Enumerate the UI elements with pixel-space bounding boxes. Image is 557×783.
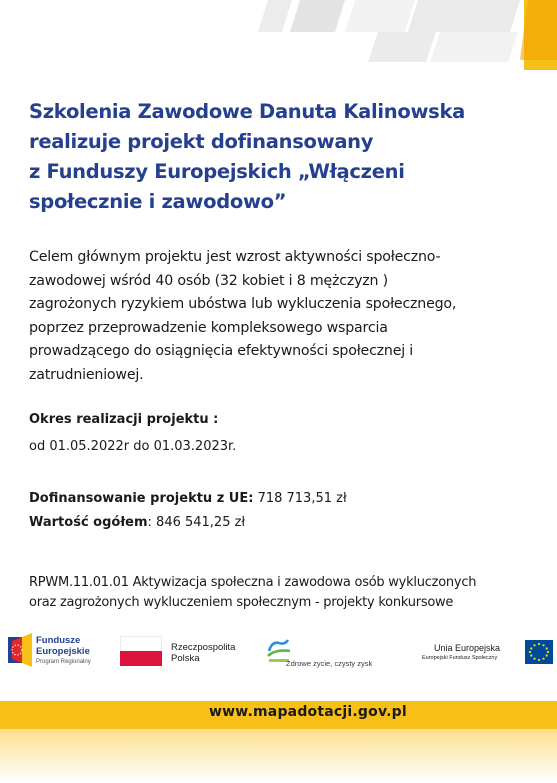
total-value: : 846 541,25 zł — [147, 515, 246, 530]
warmia-mazury-logo — [266, 625, 406, 675]
title-line: z Funduszy Europejskich „Włączeni — [29, 160, 405, 183]
project-title — [29, 97, 529, 217]
header-decoration — [0, 0, 557, 90]
description-line: zatrudnieniowej. — [29, 366, 144, 383]
fe-line3: Program Regionalny — [36, 659, 91, 665]
logos-strip — [0, 625, 557, 675]
footer-url[interactable]: www.mapadotacji.gov.pl — [209, 704, 407, 720]
description-line: prowadzącego do osiągnięcia efektywności społecznej i — [29, 343, 414, 360]
eu-flag-icon — [525, 640, 553, 664]
rp-logo — [120, 625, 250, 675]
project-description — [29, 246, 529, 388]
eu-line1: Unia Europejska — [434, 643, 501, 653]
program-line: RPWM.11.01.01 Aktywizacja społeczna i zawodowa osób wykluczonych — [29, 575, 477, 590]
title-line: Szkolenia Zawodowe Danuta Kalinowska — [29, 100, 465, 123]
footer-fade — [0, 729, 557, 783]
fe-line1: Fundusze — [36, 635, 81, 646]
period-value: od 01.05.2022r do 01.03.2023r. — [29, 439, 237, 454]
period-label: Okres realizacji projektu : — [29, 412, 219, 427]
eu-logo — [418, 625, 557, 675]
eu-line2: Europejski Fundusz Społeczny — [422, 655, 498, 661]
funding-value: 718 713,51 zł — [253, 491, 347, 506]
program-code — [29, 573, 539, 613]
polish-flag-icon — [120, 636, 162, 666]
fe-emblem-icon — [8, 633, 32, 667]
description-line: Celem głównym projektu jest wzrost aktywności społeczno- — [29, 249, 441, 265]
funding-label: Dofinansowanie projektu z UE: — [29, 491, 254, 506]
fe-logo — [8, 625, 108, 675]
title-line: społecznie i zawodowo” — [29, 190, 287, 213]
rp-line1: Rzeczpospolita — [171, 642, 236, 653]
funding-line — [29, 491, 347, 506]
description-line: poprzez przeprowadzenie kompleksowego wsparcia — [29, 319, 388, 336]
description-line: zawodowej wśród 40 osób (32 kobiet i 8 mężczyzn ) — [29, 272, 388, 289]
warmia-slogan: Zdrowe życie, czysty zysk — [286, 659, 373, 668]
program-line: oraz zagrożonych wykluczeniem społecznym - projekty konkursowe — [29, 595, 454, 610]
total-line — [29, 515, 245, 530]
title-line: realizuje projekt dofinansowany — [29, 130, 374, 153]
description-line: zagrożonych ryzykiem ubóstwa lub wykluczenia społecznego, — [29, 296, 457, 313]
fe-line2: Europejskie — [36, 646, 90, 657]
total-label: Wartość ogółem — [29, 515, 148, 530]
rp-line2: Polska — [171, 653, 200, 664]
